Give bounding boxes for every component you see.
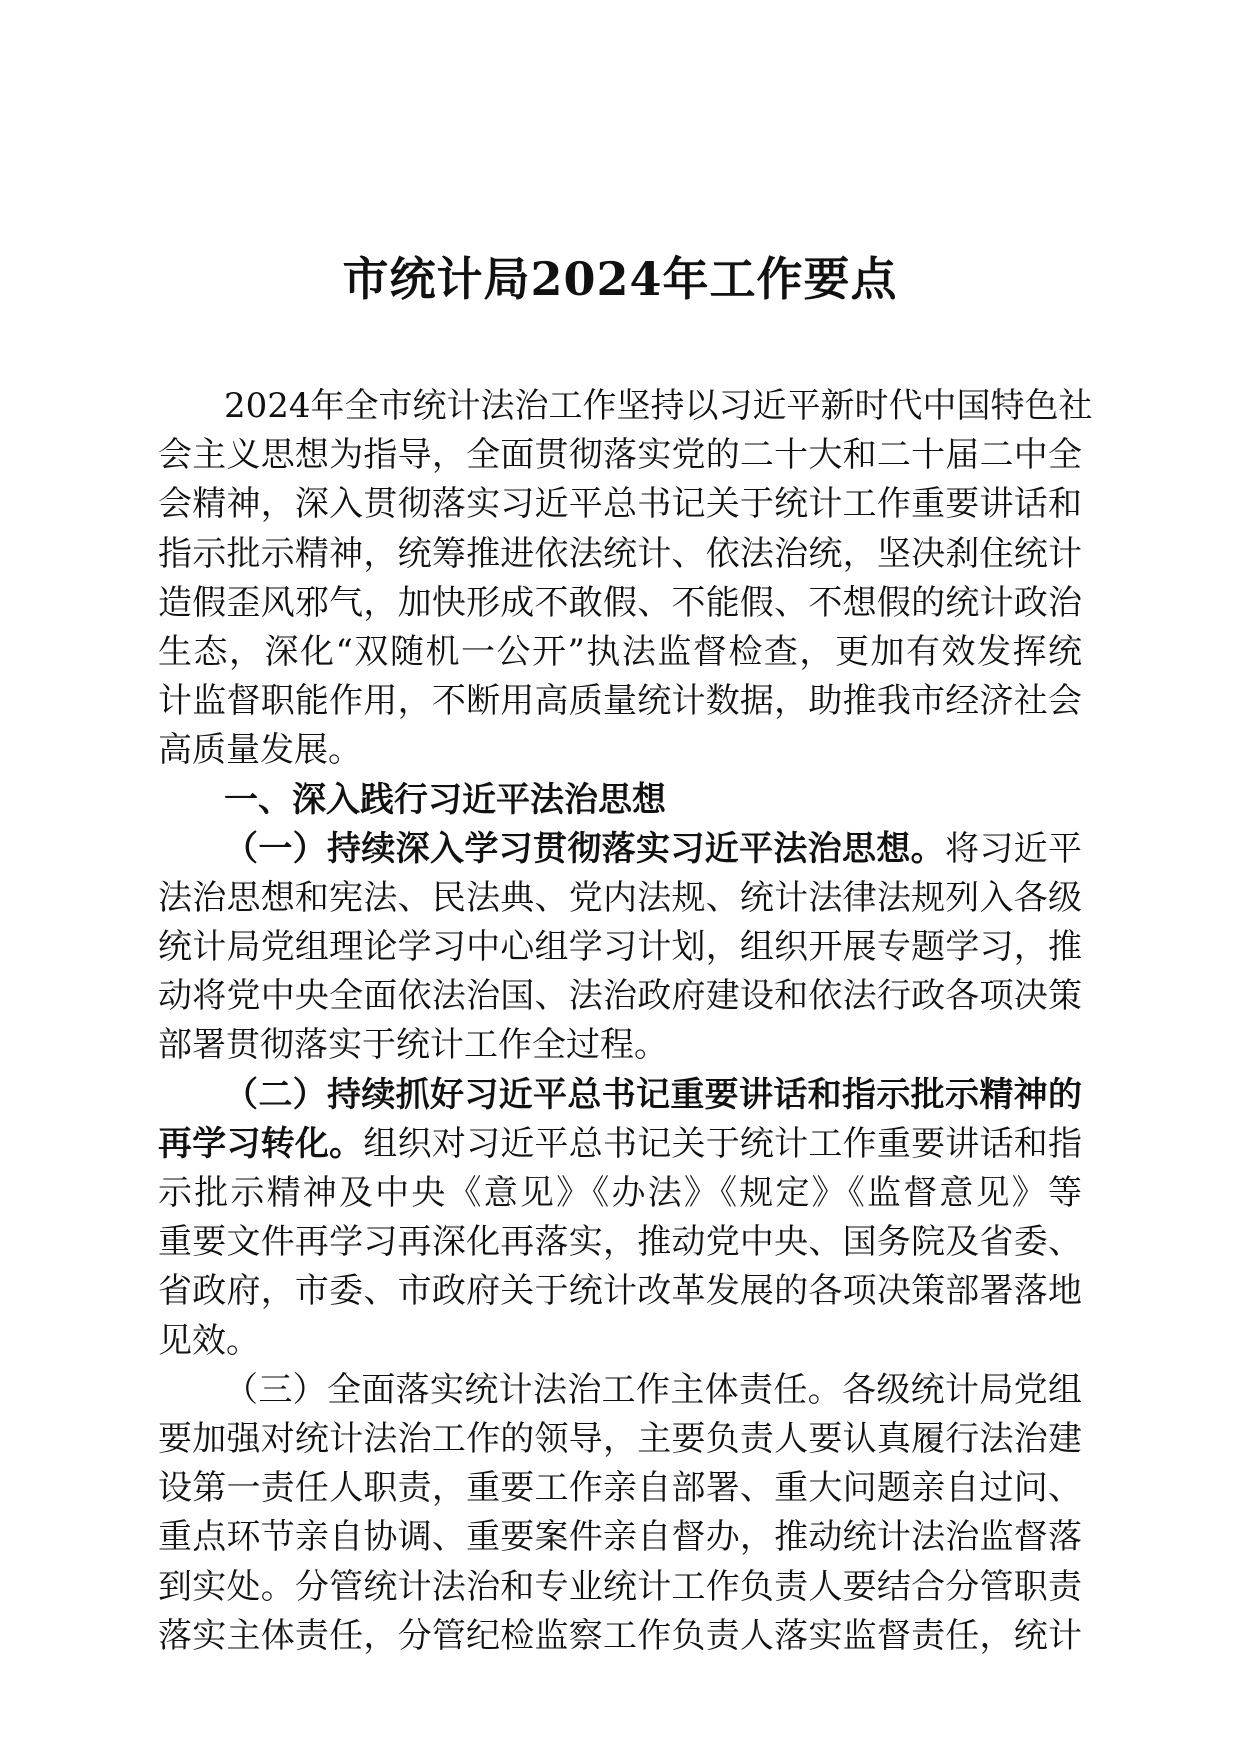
paragraph-line: 2024年全市统计法治工作坚持以习近平新时代中国特色社 <box>224 386 1093 426</box>
paragraph-line: 重要文件再学习再深化再落实，推动党中央、国务院及省委、 <box>158 1222 1082 1263</box>
paragraph-line: 指示批示精神，统筹推进依法统计、依法治统，坚决刹住统计 <box>158 533 1082 574</box>
paragraph-line: 要加强对统计法治工作的领导，主要负责人要认真履行法治建 <box>158 1418 1082 1459</box>
paragraph-text: 将习近平 <box>945 828 1082 869</box>
paragraph-line: 造假歪风邪气，加快形成不敢假、不能假、不想假的统计政治 <box>158 582 1082 623</box>
paragraph-line: 生态，深化“双随机一公开”执法监督检查，更加有效发挥统 <box>158 631 1082 672</box>
subsection-heading: （二）持续抓好习近平总书记重要讲话和指示批示精神的 <box>224 1074 1082 1115</box>
paragraph-line: 部署贯彻落实于统计工作全过程。 <box>158 1025 668 1066</box>
paragraph-line: 统计局党组理论学习中心组学习计划，组织开展专题学习，推 <box>158 927 1082 968</box>
subsection-heading: 再学习转化。 <box>158 1123 364 1164</box>
paragraph-line: 会精神，深入贯彻落实习近平总书记关于统计工作重要讲话和 <box>158 484 1082 525</box>
paragraph-line: 见效。 <box>158 1320 260 1361</box>
paragraph-line: 省政府，市委、市政府关于统计改革发展的各项决策部署落地 <box>158 1271 1082 1312</box>
paragraph-line: 会主义思想为指导，全面贯彻落实党的二十大和二十届二中全 <box>158 435 1082 476</box>
paragraph-line: 计监督职能作用，不断用高质量统计数据，助推我市经济社会 <box>158 681 1082 722</box>
document-title: 市统计局2024年工作要点 <box>342 252 898 306</box>
paragraph-line: 法治思想和宪法、民法典、党内法规、统计法律法规列入各级 <box>158 877 1082 918</box>
paragraph-line: 设第一责任人职责，重要工作亲自部署、重大问题亲自过问、 <box>158 1468 1082 1509</box>
paragraph-line <box>158 825 1082 874</box>
paragraph-line <box>158 1120 1082 1169</box>
paragraph-line: 重点环节亲自协调、重要案件亲自督办，推动统计法治监督落 <box>158 1517 1082 1558</box>
paragraph-line: （三）全面落实统计法治工作主体责任。各级统计局党组 <box>224 1369 1082 1410</box>
paragraph-line: 落实主体责任，分管纪检监察工作负责人落实监督责任，统计 <box>158 1615 1082 1656</box>
paragraph-line: 动将党中央全面依法治国、法治政府建设和依法行政各项决策 <box>158 976 1082 1017</box>
paragraph-line: 高质量发展。 <box>158 730 362 771</box>
document-body <box>158 382 1093 1661</box>
paragraph-line: 示批示精神及中央《意见》《办法》《规定》《监督意见》等 <box>158 1173 1082 1213</box>
subsection-heading: （一）持续深入学习贯彻落实习近平法治思想。 <box>224 828 945 869</box>
section-heading: 一、深入践行习近平法治思想 <box>224 779 666 820</box>
paragraph-text: 组织对习近平总书记关于统计工作重要讲话和指 <box>363 1123 1083 1164</box>
paragraph-line: 到实处。分管统计法治和专业统计工作负责人要结合分管职责 <box>158 1566 1082 1607</box>
